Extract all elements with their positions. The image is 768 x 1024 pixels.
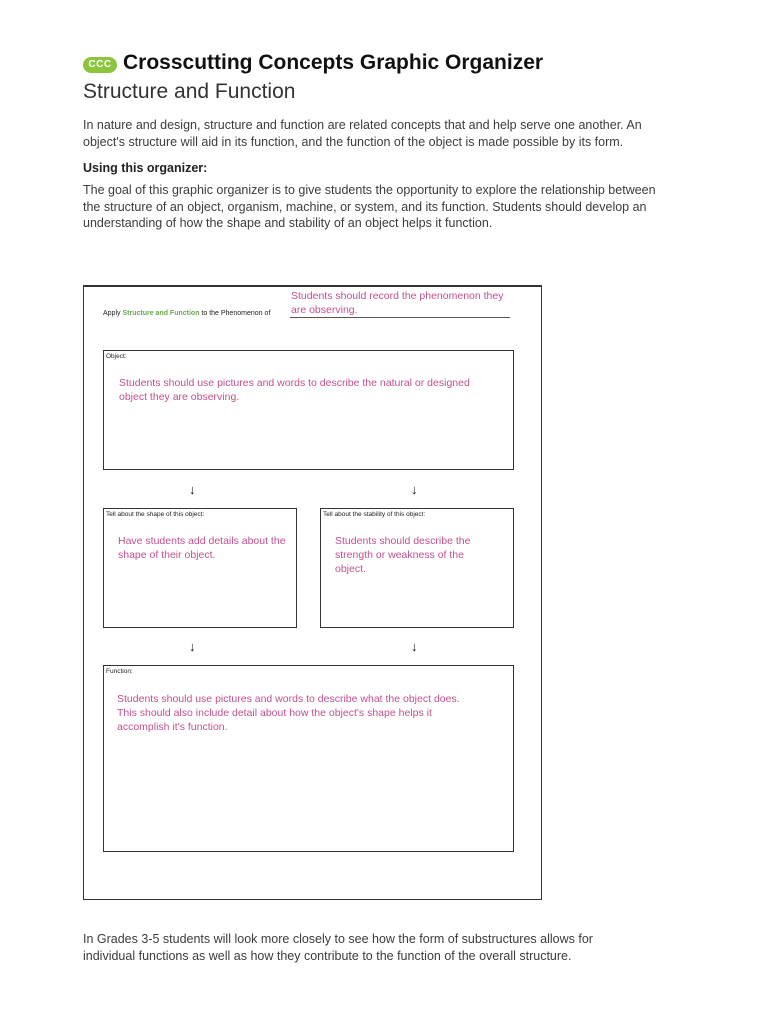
- function-box[interactable]: [103, 665, 514, 852]
- object-label: Object:: [106, 353, 127, 360]
- apply-suffix: to the Phenomenon of: [199, 310, 271, 317]
- shape-box[interactable]: [103, 508, 297, 628]
- apply-prefix: Apply: [103, 310, 123, 317]
- shape-label: Tell about the shape of this object:: [106, 511, 205, 518]
- arrow-down-icon: ↓: [189, 482, 196, 497]
- object-note: Students should use pictures and words to describe the natural or designed object they are observing.: [119, 377, 470, 403]
- page-title: Crosscutting Concepts Graphic Organizer: [123, 51, 544, 74]
- arrow-down-icon: ↓: [411, 639, 418, 654]
- function-label: Function:: [106, 668, 133, 675]
- page-subtitle: Structure and Function: [83, 80, 296, 103]
- shape-note: Have students add details about the shape of their object.: [118, 535, 286, 561]
- using-organizer-paragraph: The goal of this graphic organizer is to give students the opportunity to explore the relationship between the structure of an object, organism, machine, or system, and its function. Students should develop an understanding of how the shape and stability of an object helps it function.: [83, 183, 656, 230]
- stability-box[interactable]: [320, 508, 514, 628]
- apply-line: [103, 310, 270, 317]
- function-note: Students should use pictures and words to describe what the object does. This should also include detail about how the object's shape helps it accomplish it's function.: [117, 693, 460, 733]
- stability-note: Students should describe the strength or weakness of the object.: [335, 535, 471, 575]
- phenomenon-field[interactable]: [290, 317, 510, 318]
- ccc-badge: CCC: [83, 57, 117, 73]
- phenomenon-note: Students should record the phenomenon they are observing.: [291, 290, 504, 316]
- arrow-down-icon: ↓: [189, 639, 196, 654]
- grades-paragraph: In Grades 3-5 students will look more closely to see how the form of substructures allows for individual functions as well as how they contribute to the function of the overall structure.: [83, 932, 593, 963]
- apply-concept: Structure and Function: [122, 310, 200, 317]
- using-organizer-heading: Using this organizer:: [83, 161, 208, 175]
- object-box[interactable]: [103, 350, 514, 470]
- arrow-down-icon: ↓: [411, 482, 418, 497]
- stability-label: Tell about the stability of this object:: [323, 511, 426, 518]
- intro-paragraph: In nature and design, structure and function are related concepts that and help serve one another. An object's structure will aid in its function, and the function of the object is made possible by its form.: [83, 118, 642, 149]
